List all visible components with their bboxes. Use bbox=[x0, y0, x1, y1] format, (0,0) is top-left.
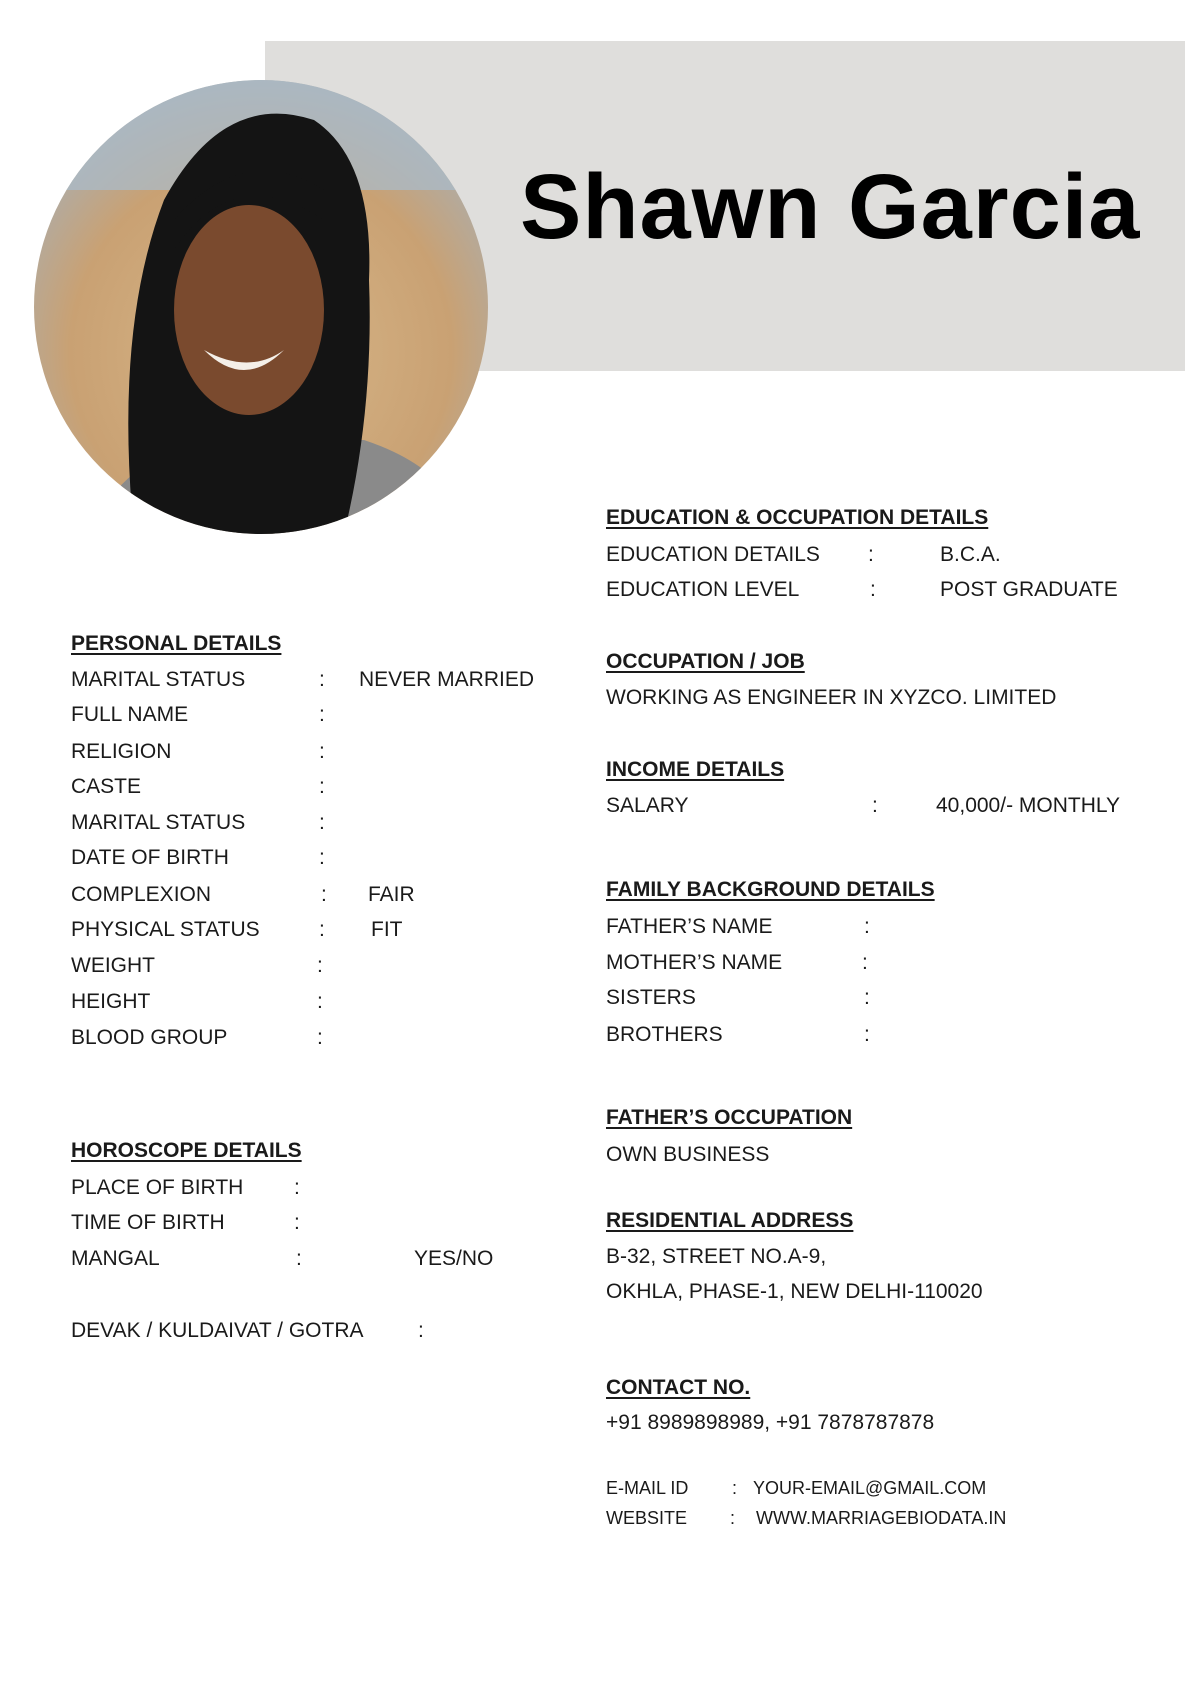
field-label: EDUCATION LEVEL bbox=[606, 578, 800, 601]
personal-label: DATE OF BIRTH bbox=[71, 846, 229, 869]
profile-photo bbox=[34, 80, 488, 534]
family-label: BROTHERS bbox=[606, 1023, 723, 1046]
horoscope-label: MANGAL bbox=[71, 1247, 160, 1270]
field-colon: : bbox=[870, 578, 876, 601]
personal-colon: : bbox=[317, 1026, 323, 1049]
family-label: FATHER’S NAME bbox=[606, 915, 773, 938]
horoscope-value: YES/NO bbox=[414, 1247, 494, 1270]
horoscope-label: PLACE OF BIRTH bbox=[71, 1176, 244, 1199]
personal-colon: : bbox=[319, 918, 325, 941]
horoscope-colon: : bbox=[294, 1176, 300, 1199]
address-line-2: OKHLA, PHASE-1, NEW DELHI-110020 bbox=[606, 1280, 983, 1303]
family-colon: : bbox=[864, 1023, 870, 1046]
personal-value: FAIR bbox=[368, 883, 415, 906]
field-label: EDUCATION DETAILS bbox=[606, 543, 820, 566]
personal-label: BLOOD GROUP bbox=[71, 1026, 228, 1049]
personal-value: FIT bbox=[371, 918, 403, 941]
address-line-1: B-32, STREET NO.A-9, bbox=[606, 1245, 827, 1268]
field-colon: : bbox=[868, 543, 874, 566]
personal-label: MARITAL STATUS bbox=[71, 811, 246, 834]
education-heading: EDUCATION & OCCUPATION DETAILS bbox=[606, 506, 989, 529]
website-value[interactable]: WWW.MARRIAGEBIODATA.IN bbox=[756, 1508, 1007, 1528]
personal-colon: : bbox=[319, 668, 325, 691]
father-occupation-text: OWN BUSINESS bbox=[606, 1143, 770, 1166]
contact-heading: CONTACT NO. bbox=[606, 1376, 751, 1399]
family-label: MOTHER’S NAME bbox=[606, 951, 783, 974]
family-heading: FAMILY BACKGROUND DETAILS bbox=[606, 878, 935, 901]
occupation-text: WORKING AS ENGINEER IN XYZCO. LIMITED bbox=[606, 686, 1057, 709]
personal-label: RELIGION bbox=[71, 740, 172, 763]
gotra-colon: : bbox=[418, 1319, 424, 1342]
personal-label: FULL NAME bbox=[71, 703, 189, 726]
horoscope-colon: : bbox=[296, 1247, 302, 1270]
horoscope-colon: : bbox=[294, 1211, 300, 1234]
personal-label: PHYSICAL STATUS bbox=[71, 918, 260, 941]
income-heading: INCOME DETAILS bbox=[606, 758, 785, 781]
email-colon: : bbox=[732, 1478, 738, 1498]
website-label: WEBSITE bbox=[606, 1508, 688, 1528]
personal-label: HEIGHT bbox=[71, 990, 151, 1013]
family-label: SISTERS bbox=[606, 986, 696, 1009]
personal-label: COMPLEXION bbox=[71, 883, 212, 906]
horoscope-heading: HOROSCOPE DETAILS bbox=[71, 1139, 302, 1162]
father-occupation-heading: FATHER’S OCCUPATION bbox=[606, 1106, 853, 1129]
personal-colon: : bbox=[319, 740, 325, 763]
personal-label: MARITAL STATUS bbox=[71, 668, 246, 691]
salary-value: 40,000/- MONTHLY bbox=[936, 794, 1121, 817]
family-colon: : bbox=[864, 986, 870, 1009]
personal-label: WEIGHT bbox=[71, 954, 155, 977]
field-value: B.C.A. bbox=[940, 543, 1001, 566]
occupation-heading: OCCUPATION / JOB bbox=[606, 650, 805, 673]
address-heading: RESIDENTIAL ADDRESS bbox=[606, 1209, 854, 1232]
personal-value: NEVER MARRIED bbox=[359, 668, 535, 691]
email-value[interactable]: YOUR-EMAIL@GMAIL.COM bbox=[753, 1478, 987, 1498]
family-colon: : bbox=[862, 951, 868, 974]
salary-colon: : bbox=[872, 794, 878, 817]
personal-colon: : bbox=[319, 811, 325, 834]
personal-colon: : bbox=[319, 846, 325, 869]
personal-colon: : bbox=[319, 703, 325, 726]
field-value: POST GRADUATE bbox=[940, 578, 1118, 601]
personal-heading: PERSONAL DETAILS bbox=[71, 632, 282, 655]
profile-name: Shawn Garcia bbox=[520, 156, 1141, 258]
family-colon: : bbox=[864, 915, 870, 938]
contact-phones: +91 8989898989, +91 7878787878 bbox=[606, 1411, 935, 1434]
personal-colon: : bbox=[317, 990, 323, 1013]
gotra-label: DEVAK / KULDAIVAT / GOTRA bbox=[71, 1319, 364, 1342]
personal-colon: : bbox=[321, 883, 327, 906]
personal-label: CASTE bbox=[71, 775, 142, 798]
personal-colon: : bbox=[317, 954, 323, 977]
salary-label: SALARY bbox=[606, 794, 689, 817]
horoscope-label: TIME OF BIRTH bbox=[71, 1211, 225, 1234]
website-colon: : bbox=[730, 1508, 736, 1528]
personal-colon: : bbox=[319, 775, 325, 798]
email-label: E-MAIL ID bbox=[606, 1478, 689, 1498]
